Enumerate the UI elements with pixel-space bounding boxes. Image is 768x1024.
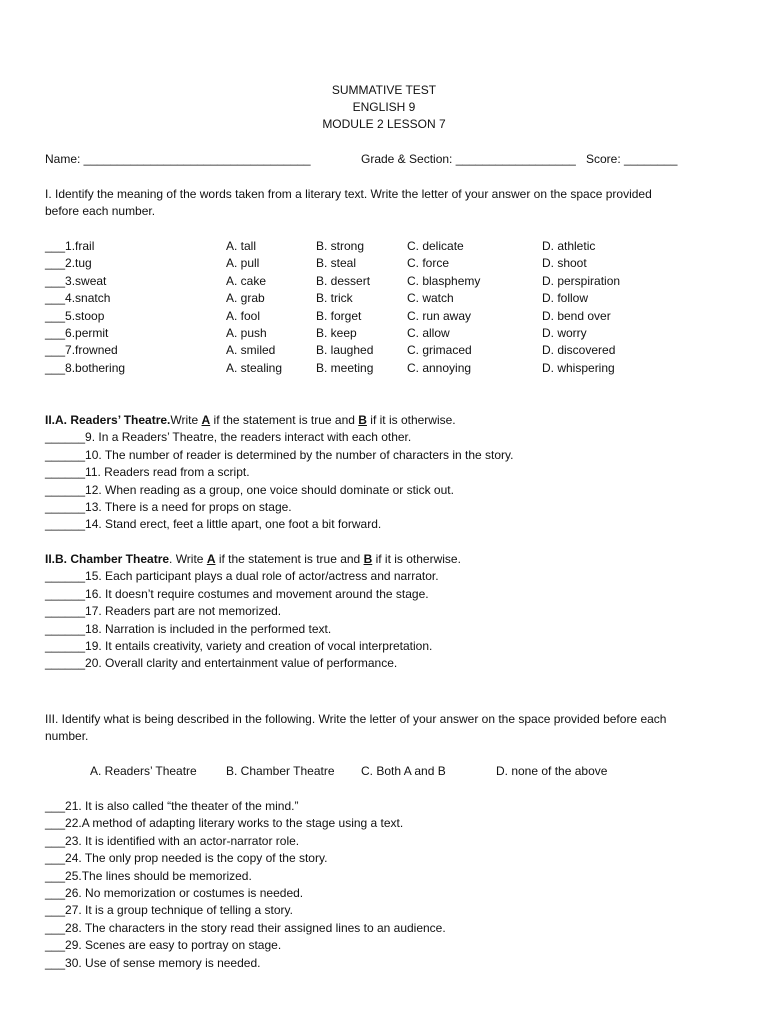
part3-instruction-line1: III. Identify what is being described in the following. Write the letter of your answer on the space provided before each (45, 712, 667, 726)
part2a-section (45, 412, 735, 534)
option-c: C. allow (407, 325, 450, 340)
header-subject: ENGLISH 9 (352, 100, 416, 114)
part2b-item: ______18. Narration is included in the performed text. (45, 621, 332, 636)
part3-instruction (45, 711, 735, 746)
student-info-line (45, 151, 725, 169)
part2b-item: ______17. Readers part are not memorized. (45, 604, 282, 619)
part3-item: ___28. The characters in the story read their assigned lines to an audience. (45, 920, 446, 935)
part2a-item: ______9. In a Readers’ Theatre, the readers interact with each other. (45, 430, 412, 445)
option-b: B. keep (316, 325, 357, 340)
option-b: B. laughed (316, 343, 374, 358)
part2a-item: ______10. The number of reader is determined by the number of characters in the story. (45, 447, 514, 462)
header-title: SUMMATIVE TEST (331, 83, 437, 97)
choice-c: C. Both A and B (361, 764, 446, 778)
option-c: C. delicate (407, 239, 464, 253)
part2a-item: ______11. Readers read from a script. (45, 465, 250, 480)
part2a-title: II.A. Readers’ Theatre. (45, 413, 171, 427)
option-c: C. force (407, 256, 450, 271)
item-word: ___5.stoop (45, 308, 105, 323)
option-b: B. steal (316, 256, 357, 271)
part1-item (45, 342, 735, 359)
option-c: C. annoying (407, 360, 472, 375)
choice-b: B. Chamber Theatre (226, 764, 335, 778)
choice-d: D. none of the above (496, 764, 608, 778)
answer-key-b: B (363, 552, 373, 566)
answer-key-b: B (358, 413, 367, 427)
part3-item: ___25.The lines should be memorized. (45, 868, 252, 883)
option-a: A. cake (226, 273, 267, 288)
part2a-item: ______13. There is a need for props on stage. (45, 499, 292, 514)
part2b-item: ______19. It entails creativity, variety and creation of vocal interpretation. (45, 638, 433, 653)
header-module: MODULE 2 LESSON 7 (322, 117, 446, 131)
item-word: ___1.frail (45, 239, 95, 253)
part1-instruction-line2: before each number. (45, 204, 156, 219)
part1-items (45, 238, 735, 377)
part1-item (45, 308, 735, 325)
part2a-item: ______12. When reading as a group, one voice should dominate or stick out. (45, 482, 454, 497)
part1-instruction (45, 186, 735, 221)
option-a: A. push (226, 325, 267, 340)
item-word: ___7.frowned (45, 343, 118, 358)
score-field: Score: ________ (586, 152, 678, 166)
part2b-instruction: II.B. Chamber Theatre. Write A if the statement is true and B if it is otherwise. (45, 552, 461, 566)
option-b: B. strong (316, 239, 365, 253)
part3-item: ___23. It is identified with an actor-narrator role. (45, 833, 300, 848)
option-b: B. meeting (316, 360, 374, 375)
item-word: ___4.snatch (45, 291, 111, 306)
option-a: A. pull (226, 256, 260, 271)
part2b-item: ______16. It doesn’t require costumes and movement around the stage. (45, 586, 429, 601)
option-b: B. forget (316, 308, 362, 323)
option-d: D. worry (542, 325, 587, 340)
item-word: ___6.permit (45, 325, 109, 340)
part1-item (45, 255, 735, 272)
part1-item (45, 273, 735, 290)
part1-item (45, 238, 735, 255)
part3-item: ___27. It is a group technique of telling a story. (45, 903, 293, 918)
option-c: C. run away (407, 308, 472, 323)
part1-instruction-line1: I. Identify the meaning of the words taken from a literary text. Write the letter of your answer on the space provided (45, 187, 652, 201)
part3-item: ___26. No memorization or costumes is needed. (45, 885, 304, 900)
part3-instruction-line2: number. (45, 729, 89, 744)
part2b-title: II.B. Chamber Theatre (45, 552, 170, 566)
part3-item: ___22.A method of adapting literary works to the stage using a text. (45, 816, 404, 831)
option-c: C. grimaced (407, 343, 472, 358)
part2b-item: ______15. Each participant plays a dual role of actor/actress and narrator. (45, 569, 439, 584)
option-a: A. tall (226, 239, 257, 253)
option-d: D. perspiration (542, 273, 621, 288)
option-d: D. follow (542, 291, 589, 306)
option-a: A. fool (226, 308, 261, 323)
part2a-instruction: II.A. Readers’ Theatre.Write A if the statement is true and B if it is otherwise. (45, 413, 456, 427)
option-d: D. bend over (542, 308, 611, 323)
option-a: A. smiled (226, 343, 276, 358)
item-word: ___2.tug (45, 256, 92, 271)
choice-a: A. Readers’ Theatre (90, 764, 197, 778)
option-d: D. discovered (542, 343, 616, 358)
option-d: D. shoot (542, 256, 587, 271)
option-c: C. watch (407, 291, 454, 306)
part2b-section (45, 551, 735, 673)
test-header (0, 82, 768, 133)
option-b: B. trick (316, 291, 353, 306)
option-d: D. athletic (542, 239, 596, 253)
item-word: ___8.bothering (45, 360, 126, 375)
answer-key-a: A (201, 413, 211, 427)
option-a: A. stealing (226, 360, 283, 375)
answer-key-a: A (206, 552, 216, 566)
part1-item (45, 360, 735, 377)
grade-section-field: Grade & Section: __________________ (361, 152, 576, 166)
part1-item (45, 290, 735, 307)
option-c: C. blasphemy (407, 273, 481, 288)
part3-item: ___21. It is also called “the theater of the mind.” (45, 799, 299, 813)
name-field: Name: __________________________________ (45, 152, 311, 166)
part3-item: ___29. Scenes are easy to portray on stage. (45, 938, 282, 953)
part3-item: ___24. The only prop needed is the copy of the story. (45, 851, 328, 866)
part2b-item: ______20. Overall clarity and entertainment value of performance. (45, 656, 398, 671)
part1-item (45, 325, 735, 342)
item-word: ___3.sweat (45, 273, 107, 288)
part2a-item: ______14. Stand erect, feet a little apart, one foot a bit forward. (45, 517, 382, 532)
option-b: B. dessert (316, 273, 371, 288)
part3-choices (90, 763, 690, 781)
part3-items (45, 798, 735, 972)
option-a: A. grab (226, 291, 265, 306)
option-d: D. whispering (542, 360, 615, 375)
part3-item: ___30. Use of sense memory is needed. (45, 955, 261, 970)
